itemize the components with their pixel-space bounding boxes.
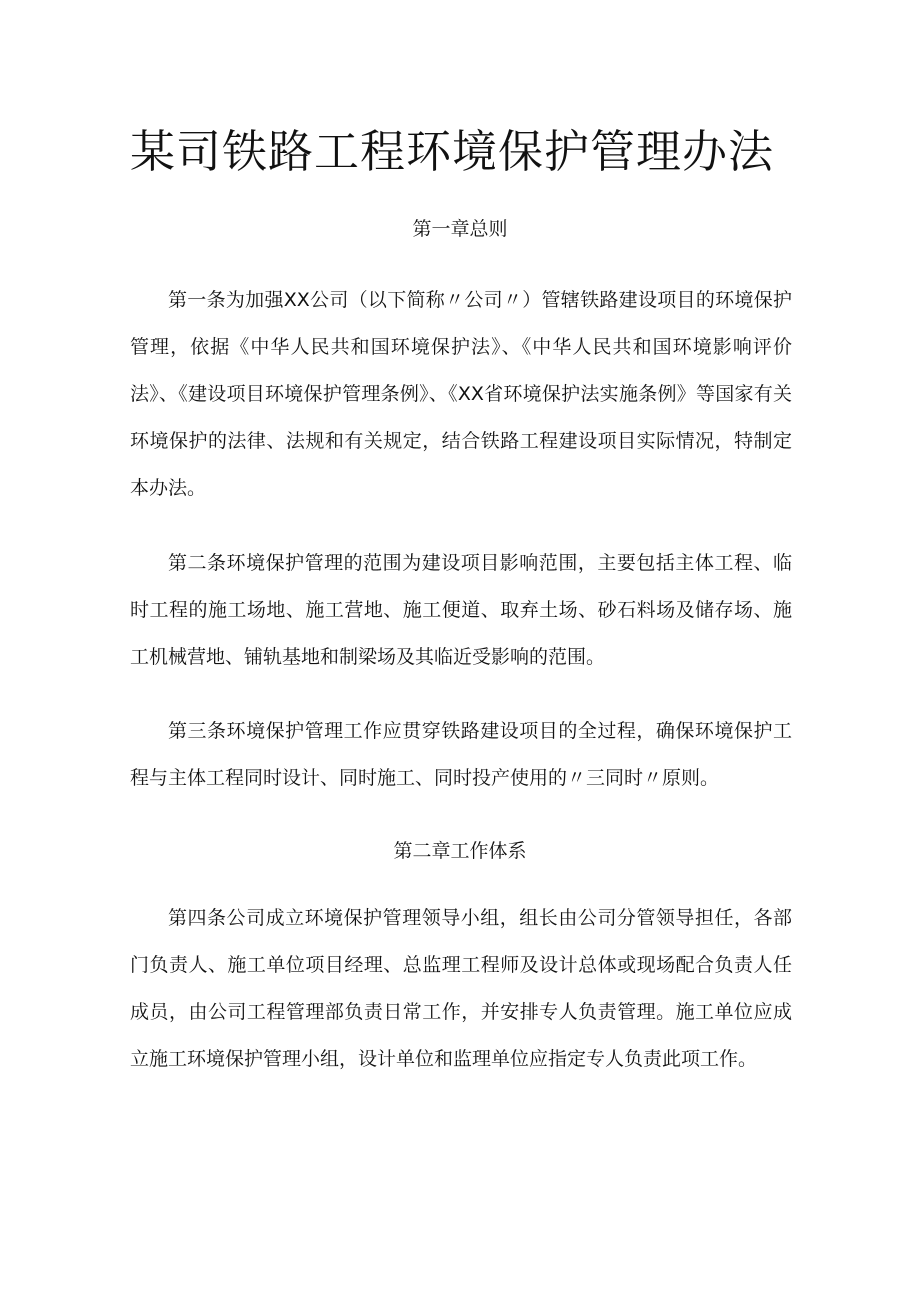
document-title: 某司铁路工程环境保护管理办法 bbox=[130, 125, 775, 178]
article-1: 第一条为加强XX公司（以下简称〃公司〃）管辖铁路建设项目的环境保护管理，依据《中华人民共和国环境保护法》、《中华人民共和国环境影响评价法》、《建设项目环境保护管理条例》、《XX省环境保护法实施条例》等国家有关环境保护的法律、法规和有关规定，结合铁路工程建设项目实际情况，特制定本办法。 bbox=[130, 289, 792, 499]
chapter-heading-work-system: 第二章工作体系 bbox=[393, 840, 527, 862]
article-2: 第二条环境保护管理的范围为建设项目影响范围，主要包括主体工程、临时工程的施工场地、施工营地、施工便道、取弃土场、砂石料场及储存场、施工机械营地、铺轨基地和制梁场及其临近受影响的范围。 bbox=[130, 552, 792, 668]
article-3: 第三条环境保护管理工作应贯穿铁路建设项目的全过程，确保环境保护工程与主体工程同时设计、同时施工、同时投产使用的〃三同时〃原则。 bbox=[130, 720, 792, 789]
article-4: 第四条公司成立环境保护管理领导小组，组长由公司分管领导担任，各部门负责人、施工单位项目经理、总监理工程师及设计总体或现场配合负责人任成员，由公司工程管理部负责日常工作，并安排专人负责管理。施工单位应成立施工环境保护管理小组，设计单位和监理单位应指定专人负责此项工作。 bbox=[130, 907, 792, 1070]
chapter-heading-general: 第一章总则 bbox=[412, 218, 508, 240]
